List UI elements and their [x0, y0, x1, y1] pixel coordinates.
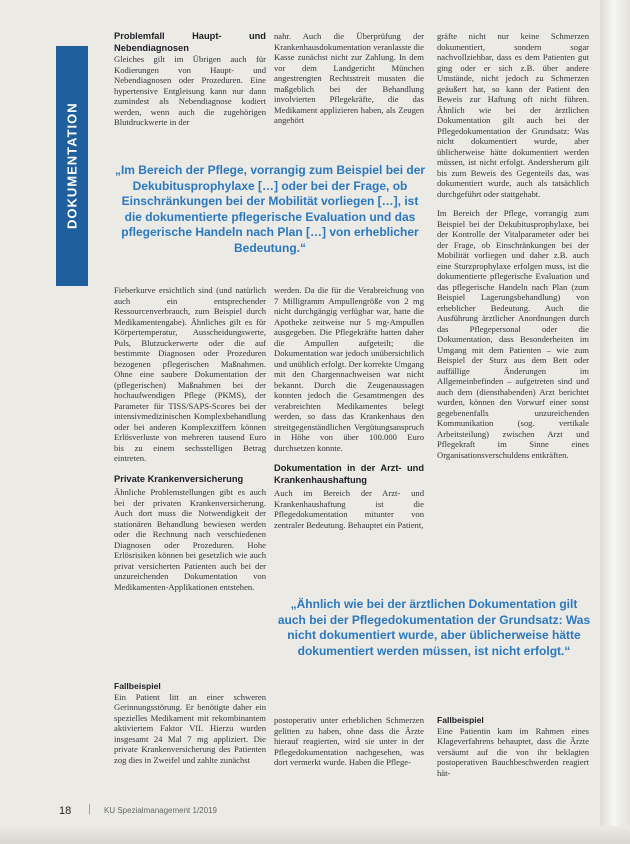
page-number: 18: [59, 805, 72, 817]
column-2-bottom: [274, 715, 424, 793]
heading-fallbeispiel-2: Fallbeispiel: [437, 715, 484, 725]
column-1-top: [114, 31, 266, 141]
paragraph-fallbeispiel-1: Ein Patient litt an einer schweren Gerinnungsstörung. Er benötigte daher ein spezielles Medikament mit rekombinantem aktiviertem Faktor VII. Hierzu wurden insgesamt 24 Mal 7 mg appliziert. Die private Krankenversicherung des Patienten zog dies in Zweifel und zahlte zunächst: [114, 691, 266, 765]
paragraph-fallbeispiel-2: Eine Patientin kam im Rahmen eines Klageverfahrens behauptet, dass die Ärzte versäumt auf die von ihr beklagten postoperativen Bauchbeschwerden reagiert hät-: [437, 725, 589, 778]
pull-quote-pflege: „Im Bereich der Pflege, vorrangig zum Beispiel bei der Dekubitusprophylaxe […] oder bei der Frage, ob Einschränkungen bei der Mobilität vorliegen […], ist die dokumentierte pflegerische Evaluation und das pflegerische Handeln nach Plan […] von erheblicher Bedeutung.“: [114, 163, 426, 255]
paragraph-pflege-bereich: Im Bereich der Pflege, vorrangig zum Beispiel bei der Dekubitusprophylaxe, bei der Kontrolle der Vitalparameter oder bei der Frage, ob Einschränkungen bei der Mobilität vorliegen und daher z.B. auch eine Sturzprophylaxe erfolgen muss, ist die dokumentierte pflegerische Evaluation und das pflegerische Handeln nach Plan (zum Beispiel Lagerungsbehandlung) von erheblicher Bedeutung. Auch die Ausführung ärztlicher Anordnungen durch das Pflegepersonal oder die Dokumentation, dass Besonderheiten im Umgang mit dem Patienten – wie zum Beispiel der Sturz aus dem Bett oder auffällige Änderungen im Allgemeinbefinden – aufgetreten sind und auch dem (diensthabenden) Arzt berichtet wurden, können den Vorwurf einer sonst gegebenenfalls unzureichenden Kommunikation (sog. vertikale Arbeitsteilung) zwischen Arzt und Pflegekraft im Sinne eines Organisationsverschuldens entkräften.: [437, 208, 589, 460]
paragraph-fieberkurve: Fieberkurve ersichtlich sind (und natürlich auch ein entsprechender Ressourcenverbrauch, zum Beispiel durch Medikamentengabe). Ähnliches gilt es für Körpertemperatur, Ausscheidungswerte, Puls, Blutzuckerwerte oder die auf bestimmte Diagnosen oder Prozeduren bezogenen pflegerischen Maßnahmen. Ohne eine saubere Dokumentation der (pflegerischen) Maßnahmen bei der hochaufwendigen Pflege (PKMS), der Parameter für TISS/SAPS-Scores bei der intensivmedizinischen Komplexbehandlung oder bei anderen Komplexziffern können Erlösverluste von mehreren tausend Euro bis zu einem sechsstelligen Betrag eintreten.: [114, 285, 266, 463]
page-gutter: [600, 0, 630, 844]
paragraph-zeugen: werden. Da die für die Verabreichung von 7 Milligramm Ampullengröße von 2 mg nicht durchgängig verfügbar war, hatte die Apotheke zeitweise nur 5 mg-Ampullen ausgegeben. Die Pflegekräfte hatten daher die Ampullen aufgeteilt; die Dokumentation war jedoch unübersichtlich und unüblich erfolgt. Der korrekte Umgang mit den Chargennachweisen war nicht bekannt. Durch die Zeugenaussagen konnten jedoch die Gesamtmengen des verabreichten Medikamentes belegt werden, so dass das Krankenhaus den streitgegenständlichen Vergütungsanspruch in Höhe von über 100.000 Euro durchsetzen konnte.: [274, 285, 424, 453]
heading-fallbeispiel-1: Fallbeispiel: [114, 681, 161, 691]
pull-quote-grundsatz: „Ähnlich wie bei der ärztlichen Dokumentation gilt auch bei der Pflegedokumentation der Grundsatz: Was nicht dokumentiert wurde, aber üblicherweise hätte dokumentiert werden müssen, ist nicht erfolgt.“: [277, 597, 591, 658]
heading-private-krankenversicherung: Private Krankenversicherung: [114, 473, 244, 484]
paragraph-private-kv: Ähnliche Problemstellungen gibt es auch bei der privaten Krankenversicherung. Auch dort muss die Notwendigkeit der stationären Behandlung bewiesen werden oder die Rechnung nach verschiedenen Diagnosen oder Prozeduren. Hohe Erlösrisiken können bei gesetzlich wie auch privat versicherten Patienten auch bei der unzureichenden Dokumentation von Medikamenten-Applikationen entstehen.: [114, 487, 266, 592]
column-3-bottom: [437, 715, 589, 793]
heading-arzthaftung: Dokumentation in der Arzt- und Krankenhaushaftung: [274, 463, 424, 485]
section-label: DOKUMENTATION: [64, 102, 80, 230]
footer-source: KU Spezialmanagement 1/2019: [104, 806, 217, 815]
paragraph-grundsatz: gräfte nicht nur keine Schmerzen dokumentiert, sondern sogar nachvollziehbar, dass es dem Patienten gut ging oder er sich z.B. über andere Umstände, nicht jedoch zu Schmerzen geäußert hat, so kann der Patient den Beweis zur Haftung oft nicht führen. Ähnlich wie bei der ärztlichen Dokumentation gilt auch bei der Pflegedokumentation der Grundsatz: Was nicht dokumentiert wurde, aber üblicherweise hätte dokumentiert werden müssen, ist nicht erfolgt. Andersherum gilt bis zum Beweis des Gegenteils das, was dokumentiert wurde, auch als tatsächlich durchgeführt oder stattgehabt.: [437, 31, 589, 199]
page-edge-shadow: [0, 826, 630, 844]
column-2-top: [274, 31, 424, 141]
footer-separator: |: [88, 803, 91, 815]
column-2-mid: [274, 285, 424, 580]
column-1-mid: [114, 285, 266, 683]
paragraph-diagnosen: Gleiches gilt im Übrigen auch für Kodierungen von Haupt- und Nebendiagnosen oder Prozeduren. Eine hypertensive Entgleisung kann nur dann zumindest als Nebendiagnose kodiert werden, wenn auch die zugehörigen Blutdruckwerte in der: [114, 54, 266, 127]
paragraph-schmerzen: postoperativ unter erheblichen Schmerzen gelitten zu haben, ohne dass die Ärzte hierauf reagierten, wird sie unter in der Pflegedokumentation nachgesehen, was dort vermerkt wurde. Haben die Pflege-: [274, 715, 424, 767]
heading-haupt-nebendiagnosen: Problemfall Haupt- und Nebendiagnosen: [114, 31, 266, 53]
paragraph-arzthaftung: Auch im Bereich der Arzt- und Krankenhaushaftung ist die Pflegedokumentation mitunter von zentraler Bedeutung. Behauptet ein Patient,: [274, 488, 424, 530]
column-1-bottom: [114, 681, 266, 793]
paragraph-ueberpruefung: nahr. Auch die Überprüfung der Krankenhausdokumentation veranlasste die Kasse zunächst nicht zur Zahlung. In dem vor dem Landgericht München angestrengten Rechtsstreit mussten die maßgeblich bei der Behandlung involvierten Pflegekräfte, die das Medikament applizieren haben, als Zeugen angehört: [274, 31, 424, 125]
